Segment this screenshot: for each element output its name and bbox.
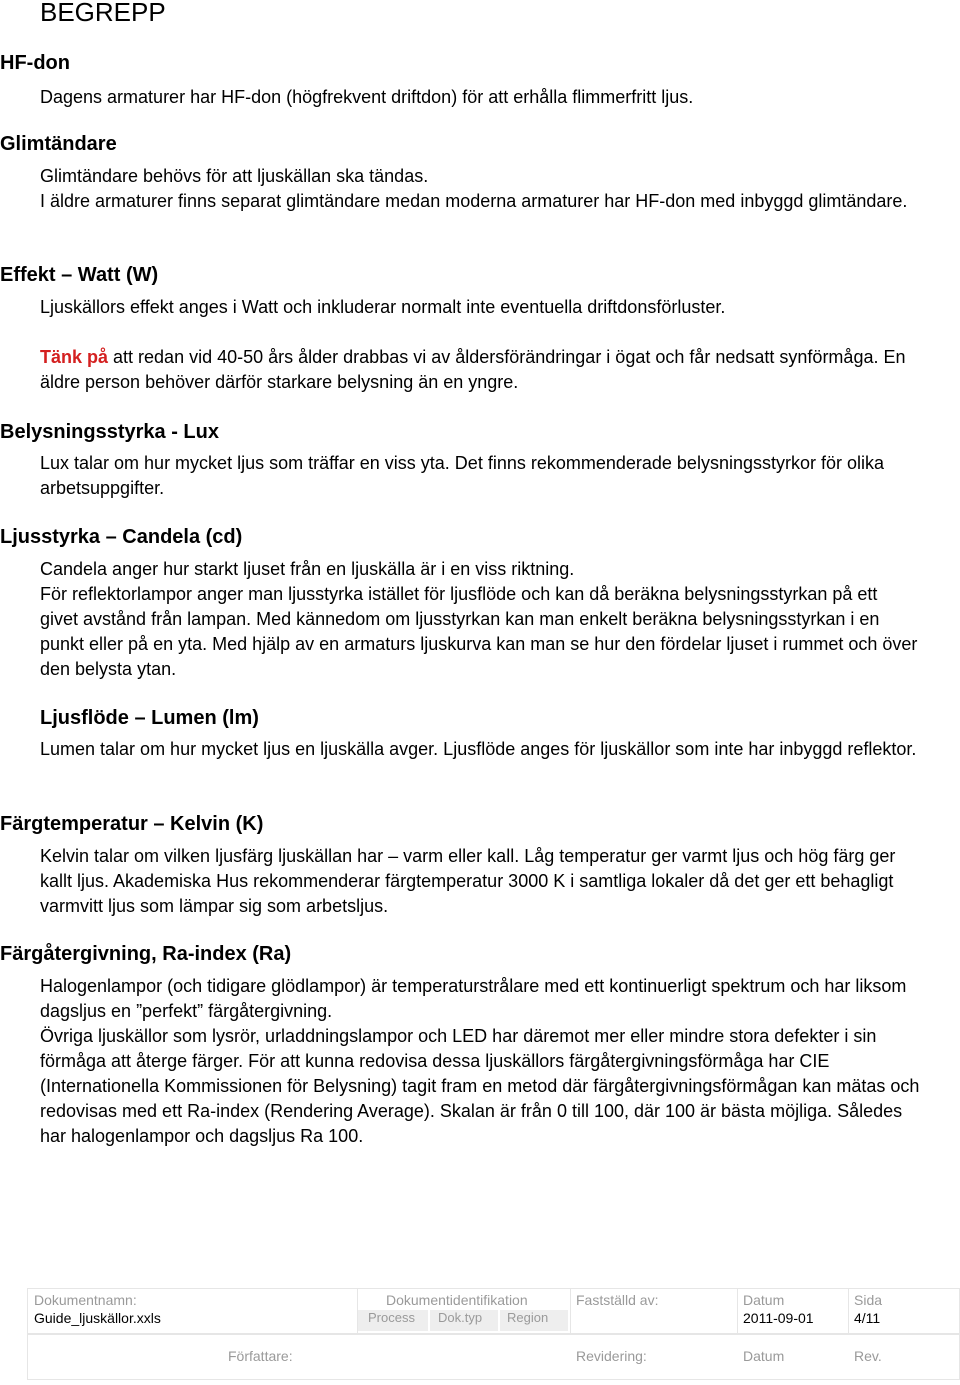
approved-label: Fastställd av:: [576, 1292, 659, 1308]
belysningsstyrka-text: Lux talar om hur mycket ljus som träffar en viss yta. Det finns rekommenderade belysningsstyrkor för olika arbetsuppgifter.: [40, 453, 884, 498]
ljusstyrka-text-1: Candela anger hur starkt ljuset från en ljuskälla är i en viss riktning.: [40, 559, 575, 579]
fargtemperatur-text: Kelvin talar om vilken ljusfärg ljuskällan har – varm eller kall. Låg temperatur ger varmt ljus och hög färg ger kallt ljus. Akademiska Hus rekommenderar färgtemperatur 3000 K i samtliga lokaler då det ger ett behagligt varmvitt ljus som lämpar sig som arbetsljus.: [40, 846, 896, 916]
docid-label: Dokumentidentifikation: [386, 1292, 528, 1308]
date-value: 2011-09-01: [743, 1310, 814, 1326]
tip-label: Tänk på: [40, 347, 109, 367]
heading-fargtemperatur: Färgtemperatur – Kelvin (K): [0, 813, 264, 835]
effekt-tip: [40, 345, 920, 395]
heading-ljusstyrka: Ljusstyrka – Candela (cd): [0, 526, 243, 548]
region-label: Region: [507, 1310, 549, 1325]
heading-ljusflode: Ljusflöde – Lumen (lm): [40, 707, 259, 729]
ljusflode-text: Lumen talar om hur mycket ljus en ljuskälla avger. Ljusflöde anges för ljuskällor som inte har inbyggd reflektor.: [40, 739, 917, 759]
revision-date-label: Datum: [743, 1348, 785, 1364]
heading-glimtandare: Glimtändare: [0, 133, 117, 155]
doktyp-label: Dok.typ: [438, 1310, 483, 1325]
page-title: BEGREPP: [40, 0, 166, 27]
hf-don-text: Dagens armaturer har HF-don (högfrekvent driftdon) för att erhålla flimmerfritt ljus.: [40, 87, 694, 107]
tip-text: att redan vid 40-50 års ålder drabbas vi av åldersförändringar i ögat och får nedsatt synförmåga. En äldre person behöver därför starkare belysning än en yngre.: [40, 347, 906, 392]
glimtandare-text-1: Glimtändare behövs för att ljuskällan ska tändas.: [40, 166, 429, 186]
fargatergivning-text-1: Halogenlampor (och tidigare glödlampor) är temperaturstrålare med ett kontinuerligt spektrum och har liksom dagsljus en ”perfekt” färgåtergivning.: [40, 976, 907, 1021]
heading-effekt: Effekt – Watt (W): [0, 264, 159, 286]
docname-label: Dokumentnamn:: [34, 1292, 137, 1308]
glimtandare-text-2: I äldre armaturer finns separat glimtändare medan moderna armaturer har HF-don med inbyggd glimtändare.: [40, 191, 908, 211]
page-number: 4/11: [854, 1310, 881, 1326]
rev-label: Rev.: [854, 1348, 882, 1364]
author-label: Författare:: [228, 1348, 293, 1364]
footer-row-2: [27, 1334, 960, 1380]
heading-belysningsstyrka: Belysningsstyrka - Lux: [0, 421, 219, 443]
date-label: Datum: [743, 1292, 785, 1308]
page-label: Sida: [854, 1292, 883, 1308]
heading-hf-don: HF-don: [0, 52, 70, 74]
effekt-text: Ljuskällors effekt anges i Watt och inkluderar normalt inte eventuella driftdonsförluster.: [40, 297, 726, 317]
docname-value: Guide_ljuskällor.xxls: [34, 1310, 161, 1326]
process-label: Process: [368, 1310, 415, 1325]
ljusstyrka-text-2: För reflektorlampor anger man ljusstyrka istället för ljusflöde och kan då beräkna belysningsstyrkan på ett givet avstånd från lampan. Med kännedom om ljusstyrkan kan man enkelt beräkna belysningsstyrkan i en punkt eller på en yta. Med hjälp av en armaturs ljuskurva kan man se hur den fördelar ljuset i rummet och över den belysta ytan.: [40, 584, 918, 679]
document-footer: [27, 1288, 960, 1380]
revision-label: Revidering:: [576, 1348, 647, 1364]
heading-fargatergivning: Färgåtergivning, Ra-index (Ra): [0, 943, 292, 965]
fargatergivning-text-2: Övriga ljuskällor som lysrör, urladdningslampor och LED har däremot mer eller mindre stora defekter i sin förmåga att återge färger. För att kunna redovisa dessa ljuskällors färgåtergivningsförmåga har CIE (Internationella Kommissionen för Belysning) tagit fram en metod där färgåtergivningsförmågan kan mätas och redovisas med ett Ra-index (Rendering Average). Skalan är från 0 till 100, där 100 är bästa möjliga. Således har halogenlampor och dagsljus Ra 100.: [40, 1026, 920, 1146]
